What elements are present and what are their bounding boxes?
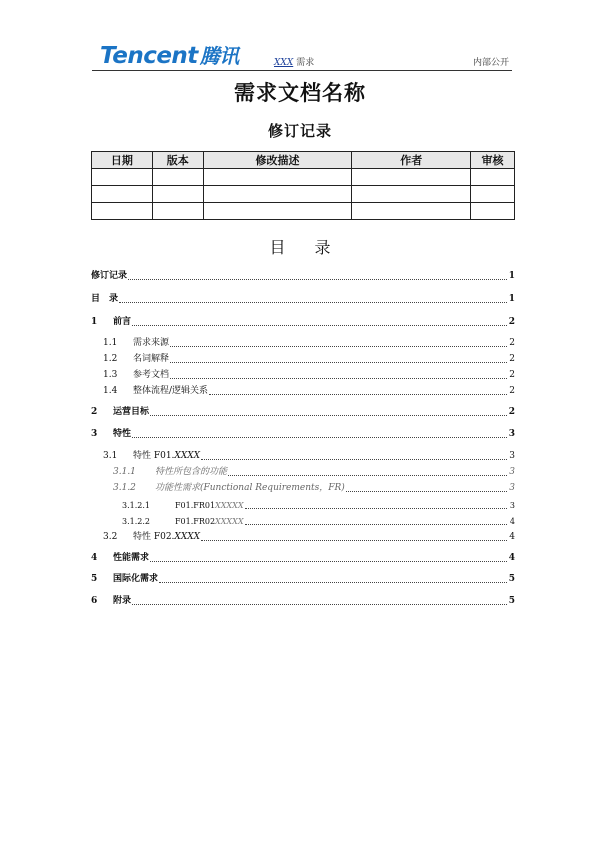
toc-entry[interactable] — [103, 370, 515, 381]
toc-page-number: 3 — [509, 467, 515, 477]
col-description: 修改描述 — [203, 152, 352, 169]
toc-entry-text: 特性 — [113, 429, 132, 439]
toc-leader — [159, 582, 507, 583]
table-cell — [152, 169, 203, 186]
col-author: 作者 — [352, 152, 471, 169]
toc-entry[interactable] — [103, 386, 515, 397]
revision-title: 修订记录 — [267, 122, 332, 140]
toc-entry-text: 需求来源 — [133, 338, 170, 348]
toc-entry[interactable] — [91, 574, 515, 585]
col-reviewer: 审核 — [471, 152, 515, 169]
toc-page-number: 2 — [509, 338, 515, 348]
toc-entry-text: 参考文档 — [133, 370, 170, 380]
toc-leader — [346, 491, 507, 492]
toc-page-number: 1 — [508, 271, 515, 281]
document-title: 需求文档名称 — [234, 80, 366, 105]
toc-entry[interactable] — [122, 500, 515, 511]
toc-entry-number: 3.1.2.2 — [122, 517, 150, 526]
table-cell — [203, 186, 352, 203]
toc-entry[interactable] — [122, 516, 515, 527]
toc-page-number: 3 — [508, 429, 515, 439]
toc-entry[interactable] — [91, 407, 515, 418]
toc-entry-text: 特性 F01. — [133, 451, 175, 461]
toc-page-number: 5 — [508, 596, 515, 606]
toc-entry-text: 特性所包含的功能 — [155, 467, 228, 477]
table-row — [92, 169, 515, 186]
toc-page-number: 4 — [509, 532, 515, 542]
table-row — [92, 203, 515, 220]
toc-entry-text: 特性 F02. — [133, 532, 175, 542]
toc-entry-number: 3.1.2.1 — [122, 501, 150, 510]
toc-entry-number: 1 — [91, 317, 98, 327]
header-rule — [92, 70, 512, 71]
toc-leader — [209, 394, 507, 395]
toc-leader — [150, 561, 507, 562]
toc-entry[interactable] — [91, 553, 515, 564]
toc-leader — [150, 415, 507, 416]
toc-entry-text: F01.FR01 — [175, 501, 216, 510]
col-version: 版本 — [152, 152, 203, 169]
toc-entry-text-suffix: XXXXX — [215, 501, 244, 510]
toc-leader — [170, 346, 507, 347]
toc-entry[interactable] — [91, 429, 515, 440]
table-cell — [471, 203, 515, 220]
toc-page-number: 4 — [509, 517, 515, 526]
toc-entry-text: 功能性需求(Functional Requirements，FR) — [155, 483, 345, 493]
toc-leader — [119, 302, 507, 303]
table-cell — [92, 186, 153, 203]
logo-text-en: Tencent — [100, 43, 198, 69]
toc-entry-text: 运营目标 — [113, 407, 150, 417]
toc-leader — [170, 378, 507, 379]
toc-entry-number: 1.3 — [103, 370, 118, 380]
toc-entry[interactable] — [91, 596, 515, 607]
toc-leader — [132, 604, 507, 605]
toc-leader — [245, 524, 507, 525]
logo-text-cn: 腾讯 — [199, 44, 239, 68]
toc-entry[interactable] — [103, 338, 515, 349]
toc-entry-text: 修订记录 — [91, 271, 128, 281]
table-cell — [203, 169, 352, 186]
toc-title: 目 录 — [269, 238, 343, 257]
revision-table — [91, 151, 515, 220]
toc-entry-number: 5 — [91, 574, 98, 584]
toc-page-number: 3 — [509, 501, 515, 510]
toc-entry-number: 3 — [91, 429, 98, 439]
toc-entry-text: 整体流程/逻辑关系 — [133, 386, 209, 396]
table-cell — [352, 169, 471, 186]
table-cell — [92, 203, 153, 220]
toc-entry-number: 1.2 — [103, 354, 118, 364]
header-doc-label: 需求 — [296, 58, 315, 68]
table-cell — [203, 203, 352, 220]
table-cell — [152, 186, 203, 203]
toc-entry[interactable] — [91, 317, 515, 328]
revision-header-row — [92, 152, 515, 169]
toc-entry-text: 名词解释 — [133, 354, 170, 364]
toc-entry[interactable] — [91, 271, 515, 282]
tencent-logo — [100, 40, 239, 69]
table-cell — [471, 186, 515, 203]
toc-leader — [132, 325, 507, 326]
toc-entry-number: 1.4 — [103, 386, 118, 396]
toc-entry[interactable] — [91, 294, 515, 305]
toc-entry-number: 3.1.1 — [113, 467, 136, 477]
toc-entry-number: 2 — [91, 407, 98, 417]
toc-entry-number: 3.1 — [103, 451, 118, 461]
toc-entry-number: 3.2 — [103, 532, 118, 542]
table-cell — [471, 169, 515, 186]
toc-leader — [201, 459, 507, 460]
table-cell — [92, 169, 153, 186]
toc-entry-text: 附录 — [113, 596, 132, 606]
toc-page-number: 2 — [508, 317, 515, 327]
header-classification: 内部公开 — [472, 58, 509, 68]
toc-page-number: 5 — [508, 574, 515, 584]
toc-leader — [201, 540, 507, 541]
table-cell — [352, 186, 471, 203]
toc-page-number: 3 — [509, 483, 515, 493]
toc-page-number: 1 — [508, 294, 515, 304]
toc-leader — [245, 508, 507, 509]
toc-entry[interactable] — [113, 483, 515, 494]
toc-entry-text: 国际化需求 — [113, 574, 159, 584]
toc-entry-text-suffix: XXXXX — [215, 517, 244, 526]
toc-entry[interactable] — [103, 532, 515, 543]
toc-page-number: 3 — [509, 451, 515, 461]
toc-page-number: 2 — [509, 354, 515, 364]
toc-entry-text: 前言 — [113, 317, 132, 327]
toc-entry-number: 6 — [91, 596, 98, 606]
toc-leader — [228, 475, 507, 476]
toc-page-number: 2 — [509, 370, 515, 380]
table-cell — [152, 203, 203, 220]
toc-entry[interactable] — [113, 467, 515, 478]
toc-entry-text: 目 录 — [91, 294, 119, 304]
toc-leader — [132, 437, 507, 438]
toc-entry-text-suffix: XXXX — [174, 451, 201, 461]
toc-entry[interactable] — [103, 451, 515, 462]
toc-entry-number: 3.1.2 — [113, 483, 136, 493]
toc-entry-number: 4 — [91, 553, 98, 563]
toc-entry[interactable] — [103, 354, 515, 365]
toc-entry-text: 性能需求 — [113, 553, 150, 563]
toc-entry-text-suffix: XXXX — [174, 532, 201, 542]
toc-page-number: 2 — [508, 407, 515, 417]
header-doc-prefix: XXX — [274, 58, 294, 68]
table-cell — [352, 203, 471, 220]
toc-leader — [128, 279, 507, 280]
toc-page-number: 2 — [509, 386, 515, 396]
header-doc-name — [274, 55, 314, 68]
toc-entry-number: 1.1 — [103, 338, 118, 348]
col-date: 日期 — [92, 152, 153, 169]
toc-leader — [170, 362, 507, 363]
table-row — [92, 186, 515, 203]
toc-page-number: 4 — [508, 553, 515, 563]
toc-entry-text: F01.FR02 — [175, 517, 216, 526]
page-header — [92, 40, 512, 72]
